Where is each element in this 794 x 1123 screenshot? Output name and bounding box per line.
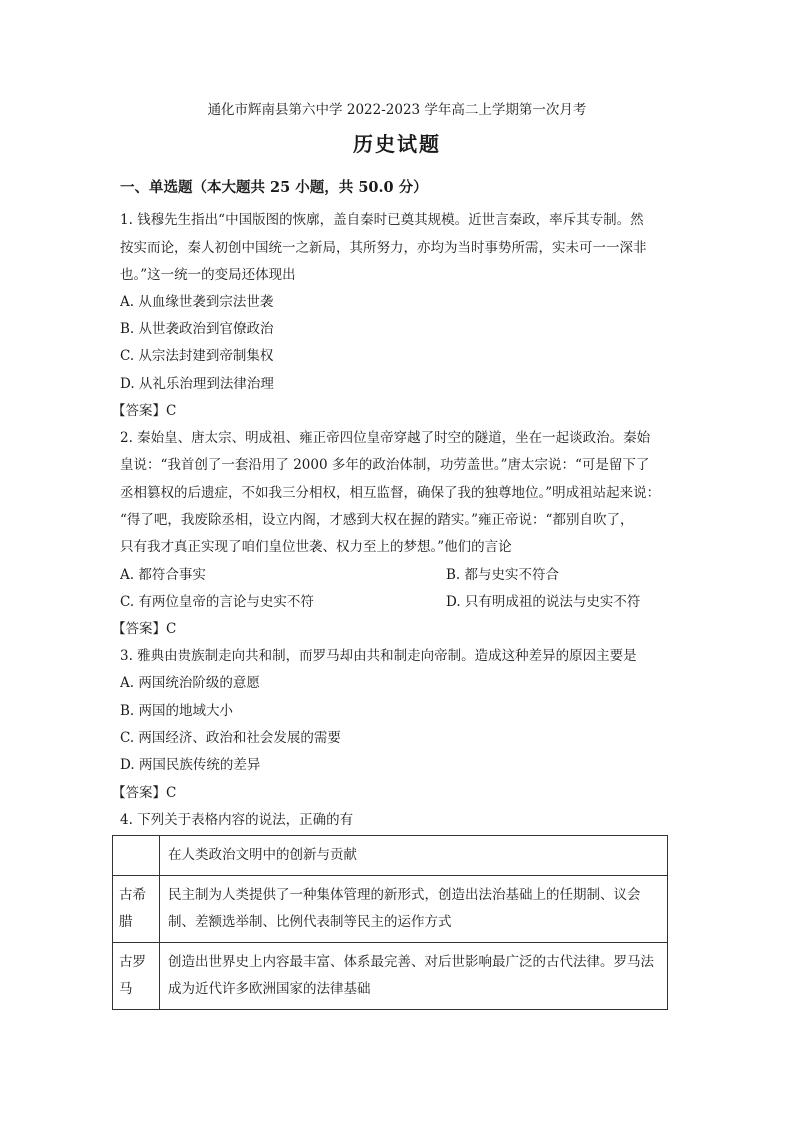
comparison-table [112,835,668,1010]
q2-stem-line: 2. 秦始皇、唐太宗、明成祖、雍正帝四位皇帝穿越了时空的隧道，坐在一起谈政治。秦始 [120,430,651,446]
table-row [113,876,668,943]
q2-stem-line: 丞相篡权的后遗症，不如我三分相权，相互监督，确保了我的独尊地位。”明成祖站起来说： [120,485,661,501]
q1-stem-line: 也。”这一统一的变局还体现出 [120,267,296,283]
q3-stem-line: 3. 雅典由贵族制走向共和制，而罗马却由共和制走向帝制。造成这种差异的原因主要是 [120,648,637,664]
q2-option-a: A. 都符合事实 [120,567,206,583]
row-label-rome: 古罗马 [113,943,160,1010]
q2-stem-line: “得了吧，我废除丞相，设立内阁，才感到大权在握的踏实。”雍正帝说：“都别自吹了， [120,512,634,528]
q2-option-d: D. 只有明成祖的说法与史实不符 [446,594,641,610]
exam-header: 通化市辉南县第六中学 2022-2023 学年高二上学期第一次月考 [207,102,587,118]
q1-answer: 【答案】C [112,403,177,419]
q4-stem-line: 4. 下列关于表格内容的说法，正确的有 [120,812,354,828]
q1-stem-line: 1. 钱穆先生指出“中国版图的恢廓，盖自秦时已奠其规模。近世言秦政，率斥其专制。然 [120,212,644,228]
q3-option-b: B. 两国的地域大小 [120,703,234,719]
q3-answer: 【答案】C [112,785,177,801]
q2-option-b: B. 都与史实不符合 [446,567,560,583]
q1-stem-line: 按实而论，秦人初创中国统一之新局，其所努力，亦均为当时事势所需，实未可一一深非 [120,240,647,256]
q3-option-d: D. 两国民族传统的差异 [120,757,261,773]
row-content-greece: 民主制为人类提供了一种集体管理的新形式，创造出法治基础上的任期制、议会制、差额选举制、比例代表制等民主的运作方式 [160,876,668,943]
table-row [113,943,668,1010]
q2-stem-line: 只有我才真正实现了咱们皇位世袭、权力至上的梦想。”他们的言论 [120,539,512,555]
q1-option-a: A. 从血缘世袭到宗法世袭 [120,294,274,310]
table-header-cell: 在人类政治文明中的创新与贡献 [160,836,668,876]
q2-option-c: C. 有两位皇帝的言论与史实不符 [120,594,314,610]
q2-answer: 【答案】C [112,621,177,637]
table-cell [113,836,160,876]
q1-option-b: B. 从世袭政治到官僚政治 [120,321,274,337]
table-header-row [113,836,668,876]
section-heading: 一、单选题（本大题共 25 小题，共 50.0 分） [120,179,428,196]
q1-option-c: C. 从宗法封建到帝制集权 [120,348,274,364]
q3-option-a: A. 两国统治阶级的意愿 [120,675,260,691]
q3-option-c: C. 两国经济、政治和社会发展的需要 [120,730,341,746]
page-title: 历史试题 [353,132,441,156]
q2-stem-line: 皇说：“我首创了一套沿用了 2000 多年的政治体制，功劳盖世。”唐太宗说：“可是留下了 [120,457,650,473]
row-content-rome: 创造出世界史上内容最丰富、体系最完善、对后世影响最广泛的古代法律。罗马法成为近代许多欧洲国家的法律基础 [160,943,668,1010]
row-label-greece: 古希腊 [113,876,160,943]
q1-option-d: D. 从礼乐治理到法律治理 [120,376,274,392]
